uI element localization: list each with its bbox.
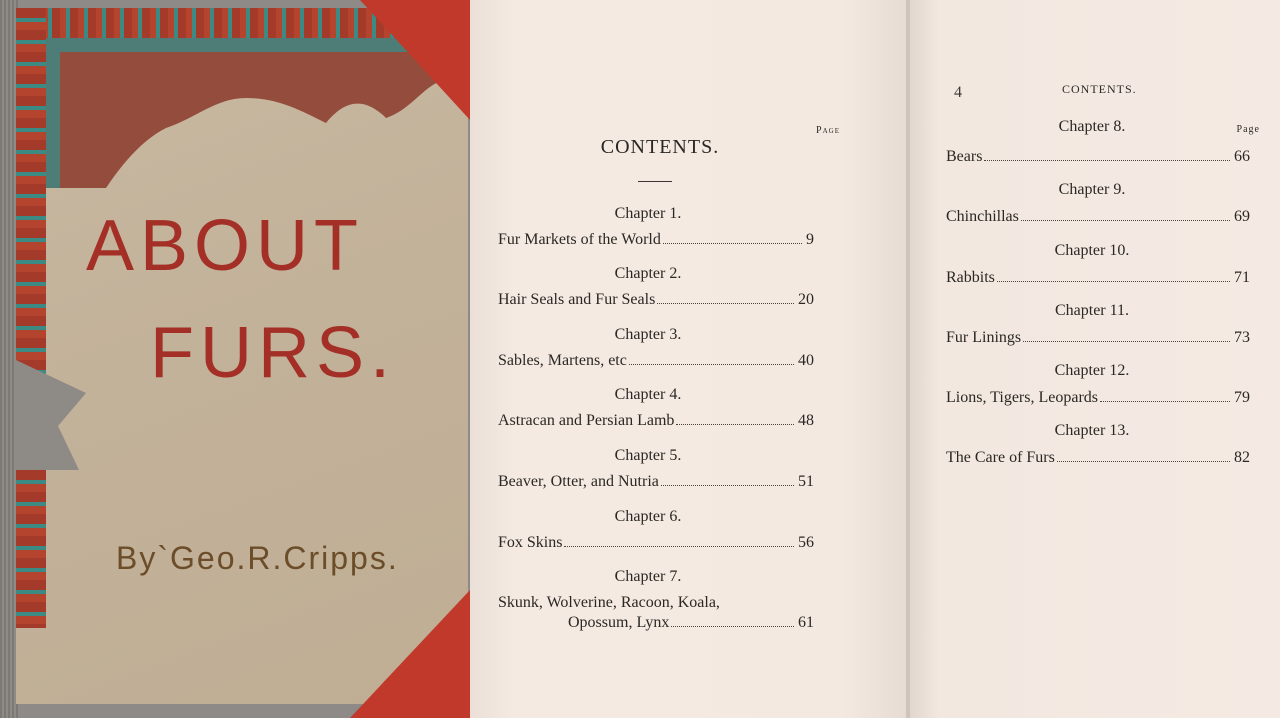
leader-dots: [676, 424, 794, 425]
running-header: CONTENTS.: [1062, 82, 1137, 96]
chapter-heading: Chapter 4.: [614, 386, 682, 403]
chapter-heading: Chapter 7.: [614, 568, 682, 585]
toc-entry-page: 82: [1234, 449, 1250, 466]
cover-title-line2: FURS.: [150, 313, 396, 393]
cover-arch-ornament: [46, 38, 456, 188]
toc-entry-title: Fox Skins: [498, 534, 563, 551]
leader-dots: [984, 160, 1230, 161]
toc-entry-title: Chinchillas: [946, 208, 1019, 225]
toc-entry-page: 73: [1234, 329, 1250, 346]
page-column-label: Page: [1236, 124, 1260, 135]
toc-entry-page: 9: [806, 231, 814, 248]
leader-dots: [671, 626, 794, 627]
toc-entry[interactable]: [946, 148, 1250, 166]
chapter-heading: Chapter 13.: [1054, 422, 1130, 439]
book-cover: [0, 0, 470, 718]
toc-entry[interactable]: [498, 231, 814, 249]
toc-entry-title: Fur Linings: [946, 329, 1022, 346]
chapter-heading: Chapter 1.: [614, 205, 682, 222]
toc-entry-page: 79: [1234, 389, 1250, 406]
toc-entry-title: Opossum, Lynx: [568, 614, 670, 631]
toc-entry[interactable]: [946, 269, 1250, 287]
leader-dots: [1023, 341, 1230, 342]
leader-dots: [661, 485, 794, 486]
toc-entry-page: 20: [798, 291, 814, 308]
chapter-heading: Chapter 9.: [1058, 181, 1126, 198]
contents-page-right: [910, 0, 1280, 718]
leader-dots: [1100, 401, 1230, 402]
toc-entry[interactable]: [498, 291, 814, 309]
toc-entry[interactable]: [946, 389, 1250, 407]
toc-entry-title: Fur Markets of the World: [498, 231, 661, 248]
toc-entry-page: 56: [798, 534, 814, 551]
chapter-heading: Chapter 3.: [614, 326, 682, 343]
leader-dots: [663, 243, 802, 244]
toc-entry-title-line1: Skunk, Wolverine, Racoon, Koala,: [498, 594, 720, 611]
chapter-heading: Chapter 11.: [1054, 302, 1130, 319]
page-title: CONTENTS.: [600, 136, 720, 158]
leader-dots: [1057, 461, 1230, 462]
toc-entry-page: 48: [798, 412, 814, 429]
chapter-heading: Chapter 5.: [614, 447, 682, 464]
chapter-heading: Chapter 6.: [614, 508, 682, 525]
leader-dots: [657, 303, 794, 304]
toc-entry[interactable]: [498, 412, 814, 430]
toc-entry-page: 51: [798, 473, 814, 490]
contents-page-left: [470, 0, 910, 718]
toc-entry-title: Lions, Tigers, Leopards: [946, 389, 1098, 406]
toc-entry-title: Rabbits: [946, 269, 995, 286]
chapter-heading: Chapter 10.: [1054, 242, 1130, 259]
cover-author: By`Geo.R.Cripps.: [116, 540, 399, 576]
toc-entry-page: 71: [1234, 269, 1250, 286]
toc-entry[interactable]: [568, 614, 814, 632]
leader-dots: [997, 281, 1230, 282]
toc-entry[interactable]: [498, 352, 814, 370]
leader-dots: [1021, 220, 1230, 221]
page-column-label: Page: [816, 125, 840, 136]
toc-entry-title: Astracan and Persian Lamb: [498, 412, 675, 429]
cover-ornament-top: [16, 8, 396, 38]
toc-entry-page: 61: [798, 614, 814, 631]
cover-title-line1: ABOUT: [85, 206, 365, 286]
toc-entry-title: Bears: [946, 148, 983, 165]
toc-entry-title: The Care of Furs: [946, 449, 1055, 466]
chapter-heading: Chapter 12.: [1054, 362, 1130, 379]
chapter-heading: Chapter 8.: [1058, 118, 1126, 135]
leader-dots: [564, 546, 794, 547]
page-number: 4: [954, 84, 962, 101]
toc-entry-page: 40: [798, 352, 814, 369]
toc-entry[interactable]: [498, 534, 814, 552]
toc-entry-page: 69: [1234, 208, 1250, 225]
toc-entry[interactable]: [498, 473, 814, 491]
toc-entry[interactable]: [946, 208, 1250, 226]
toc-entry[interactable]: [946, 449, 1250, 467]
toc-entry[interactable]: [946, 329, 1250, 347]
toc-entry-title: Beaver, Otter, and Nutria: [498, 473, 659, 490]
toc-entry-title: Hair Seals and Fur Seals: [498, 291, 656, 308]
title-rule: [638, 181, 672, 182]
toc-entry-title: Sables, Martens, etc: [498, 352, 627, 369]
leader-dots: [629, 364, 794, 365]
toc-entry-page: 66: [1234, 148, 1250, 165]
chapter-heading: Chapter 2.: [614, 265, 682, 282]
